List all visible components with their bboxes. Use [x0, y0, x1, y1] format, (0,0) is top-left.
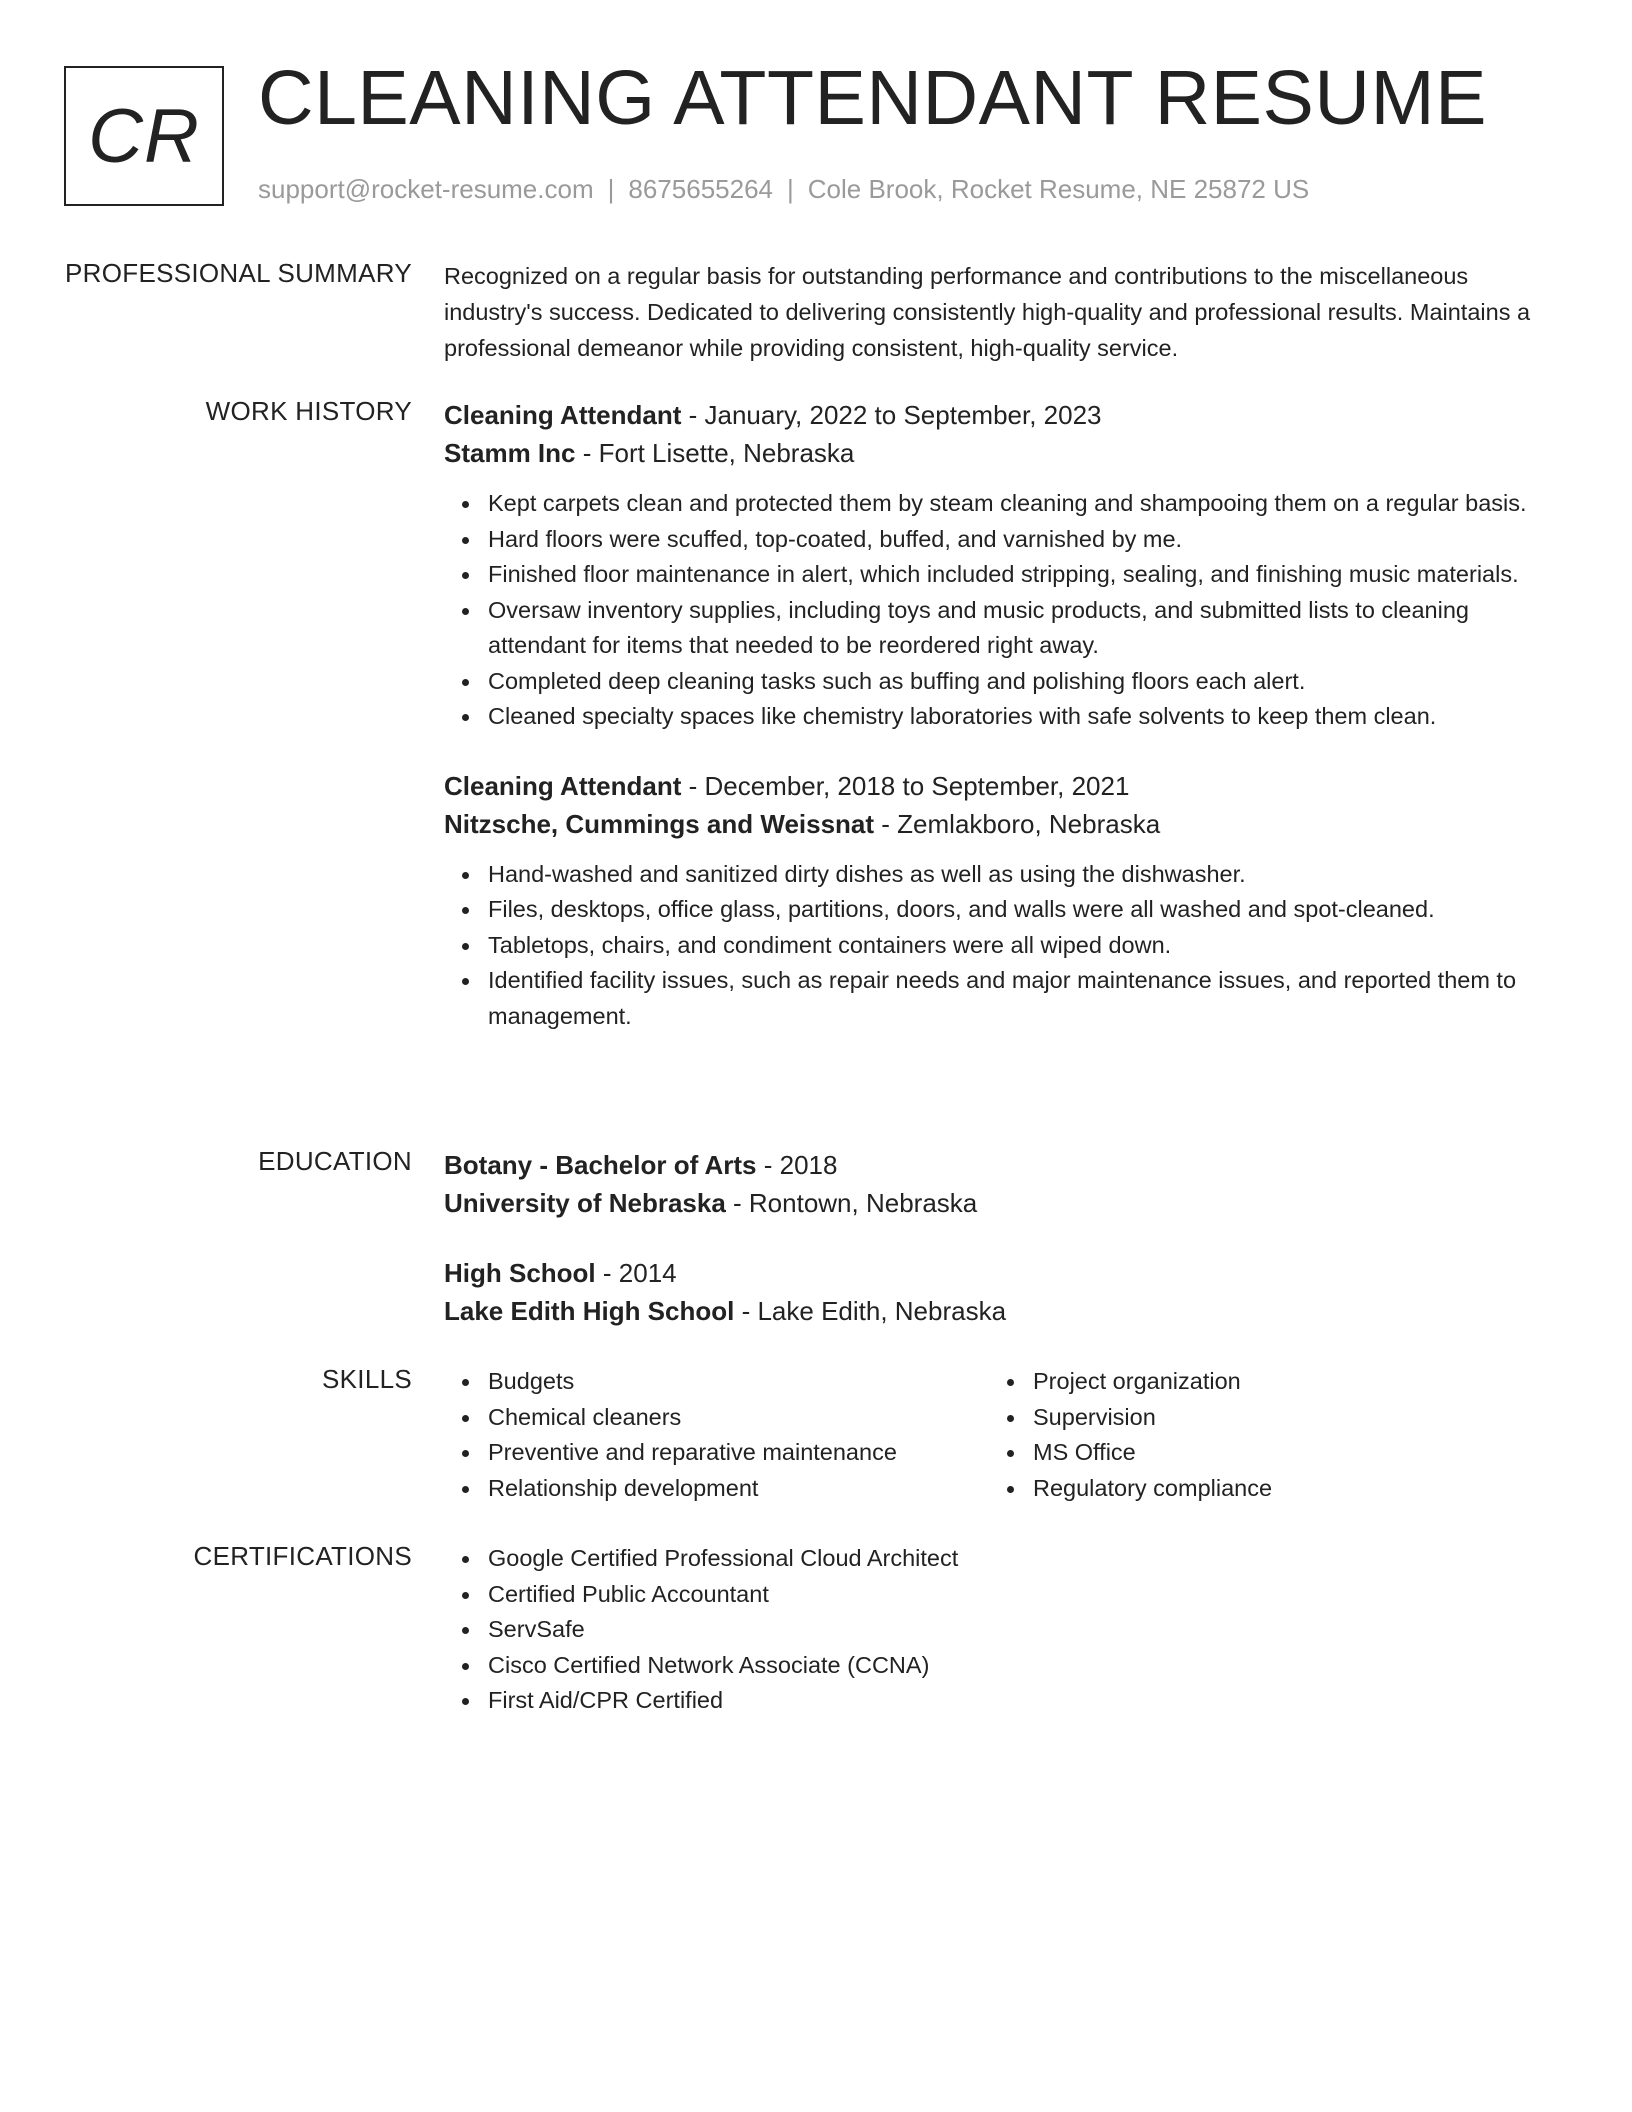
certifications-body	[444, 1541, 1549, 1719]
skill-item: MS Office	[1033, 1435, 1489, 1471]
school-name: Lake Edith High School	[444, 1296, 735, 1326]
job-title-line	[444, 396, 1549, 434]
section-label-work-history: WORK HISTORY	[205, 396, 412, 426]
degree-line	[444, 1254, 1549, 1292]
monogram-logo: CR	[64, 66, 224, 206]
degree: High School	[444, 1258, 596, 1288]
job-title: Cleaning Attendant	[444, 400, 682, 430]
certification-item: Google Certified Professional Cloud Architect	[488, 1541, 1549, 1577]
list-item: Identified facility issues, such as repair needs and major maintenance issues, and reported them to management.	[488, 963, 1549, 1034]
list-item: Files, desktops, office glass, partitions, doors, and walls were all washed and spot-cleaned.	[488, 892, 1549, 928]
work-history-body	[444, 396, 1549, 1034]
school-name: University of Nebraska	[444, 1188, 726, 1218]
list-item: Completed deep cleaning tasks such as buffing and polishing floors each alert.	[488, 664, 1549, 700]
contact-address: Cole Brook, Rocket Resume, NE 25872 US	[807, 174, 1310, 204]
education-body	[444, 1146, 1549, 1330]
skills-list	[444, 1364, 989, 1506]
skill-item: Regulatory compliance	[1033, 1471, 1489, 1507]
skill-item: Relationship development	[488, 1471, 989, 1507]
summary-body	[444, 258, 1549, 366]
list-item: Tabletops, chairs, and condiment containers were all wiped down.	[488, 928, 1549, 964]
skill-item: Budgets	[488, 1364, 989, 1400]
list-item: Finished floor maintenance in alert, which included stripping, sealing, and finishing music materials.	[488, 557, 1549, 593]
job-entry	[444, 396, 1549, 735]
section-label-skills: SKILLS	[322, 1364, 412, 1394]
skill-item: Supervision	[1033, 1400, 1489, 1436]
skills-list	[989, 1364, 1489, 1506]
school-location: - Lake Edith, Nebraska	[734, 1296, 1007, 1326]
list-item: Hand-washed and sanitized dirty dishes as well as using the dishwasher.	[488, 857, 1549, 893]
certification-item: Certified Public Accountant	[488, 1577, 1549, 1613]
contact-line	[258, 174, 1309, 205]
certification-item: Cisco Certified Network Associate (CCNA)	[488, 1648, 1549, 1684]
contact-email: support@rocket-resume.com	[258, 174, 594, 204]
contact-separator: |	[787, 174, 794, 204]
skills-body	[444, 1364, 1549, 1506]
degree: Botany - Bachelor of Arts	[444, 1150, 757, 1180]
section-label-summary: PROFESSIONAL SUMMARY	[65, 258, 412, 288]
job-company: Nitzsche, Cummings and Weissnat	[444, 808, 875, 839]
skills-column-right	[989, 1364, 1489, 1506]
contact-separator: |	[607, 174, 615, 204]
job-duties-list	[444, 857, 1549, 1035]
certification-item: First Aid/CPR Certified	[488, 1683, 1549, 1719]
job-title: Cleaning Attendant	[444, 770, 682, 801]
certifications-list	[444, 1541, 1549, 1719]
job-dates: - December, 2018 to September, 2021	[681, 770, 1130, 801]
skill-item: Project organization	[1033, 1364, 1489, 1400]
education-entry	[444, 1254, 1549, 1330]
list-item: Cleaned specialty spaces like chemistry laboratories with safe solvents to keep them clean.	[488, 699, 1549, 735]
resume-title: CLEANING ATTENDANT RESUME	[258, 55, 1488, 141]
school-location: - Rontown, Nebraska	[725, 1188, 978, 1218]
list-item: Oversaw inventory supplies, including toys and music products, and submitted lists to cleaning attendant for items that needed to be reordered right away.	[488, 593, 1549, 664]
graduation-year: - 2014	[595, 1258, 677, 1288]
job-title-line	[444, 767, 1549, 805]
list-item: Kept carpets clean and protected them by steam cleaning and shampooing them on a regular basis.	[488, 486, 1549, 522]
job-location: - Zemlakboro, Nebraska	[874, 808, 1161, 839]
job-company-line	[444, 805, 1549, 843]
section-label-education: EDUCATION	[258, 1146, 412, 1176]
job-location: - Fort Lisette, Nebraska	[575, 438, 855, 468]
contact-phone: 8675655264	[628, 174, 773, 204]
job-company-line	[444, 434, 1549, 472]
summary-text: Recognized on a regular basis for outstanding performance and contributions to the miscellaneous industry's success. Dedicated to delivering consistently high-quality and professional results. Maintains a professional demeanor while providing consistent, high-quality service.	[444, 263, 1531, 361]
graduation-year: - 2018	[756, 1150, 838, 1180]
job-company: Stamm Inc	[444, 438, 576, 468]
job-duties-list	[444, 486, 1549, 735]
job-entry	[444, 767, 1549, 1035]
skills-column-left	[444, 1364, 989, 1506]
list-item: Hard floors were scuffed, top-coated, buffed, and varnished by me.	[488, 522, 1549, 558]
education-entry	[444, 1146, 1549, 1222]
degree-line	[444, 1146, 1549, 1184]
skill-item: Chemical cleaners	[488, 1400, 989, 1436]
job-dates: - January, 2022 to September, 2023	[681, 400, 1102, 430]
skill-item: Preventive and reparative maintenance	[488, 1435, 989, 1471]
section-label-certifications: CERTIFICATIONS	[193, 1541, 412, 1571]
school-line	[444, 1184, 1549, 1222]
certification-item: ServSafe	[488, 1612, 1549, 1648]
school-line	[444, 1292, 1549, 1330]
